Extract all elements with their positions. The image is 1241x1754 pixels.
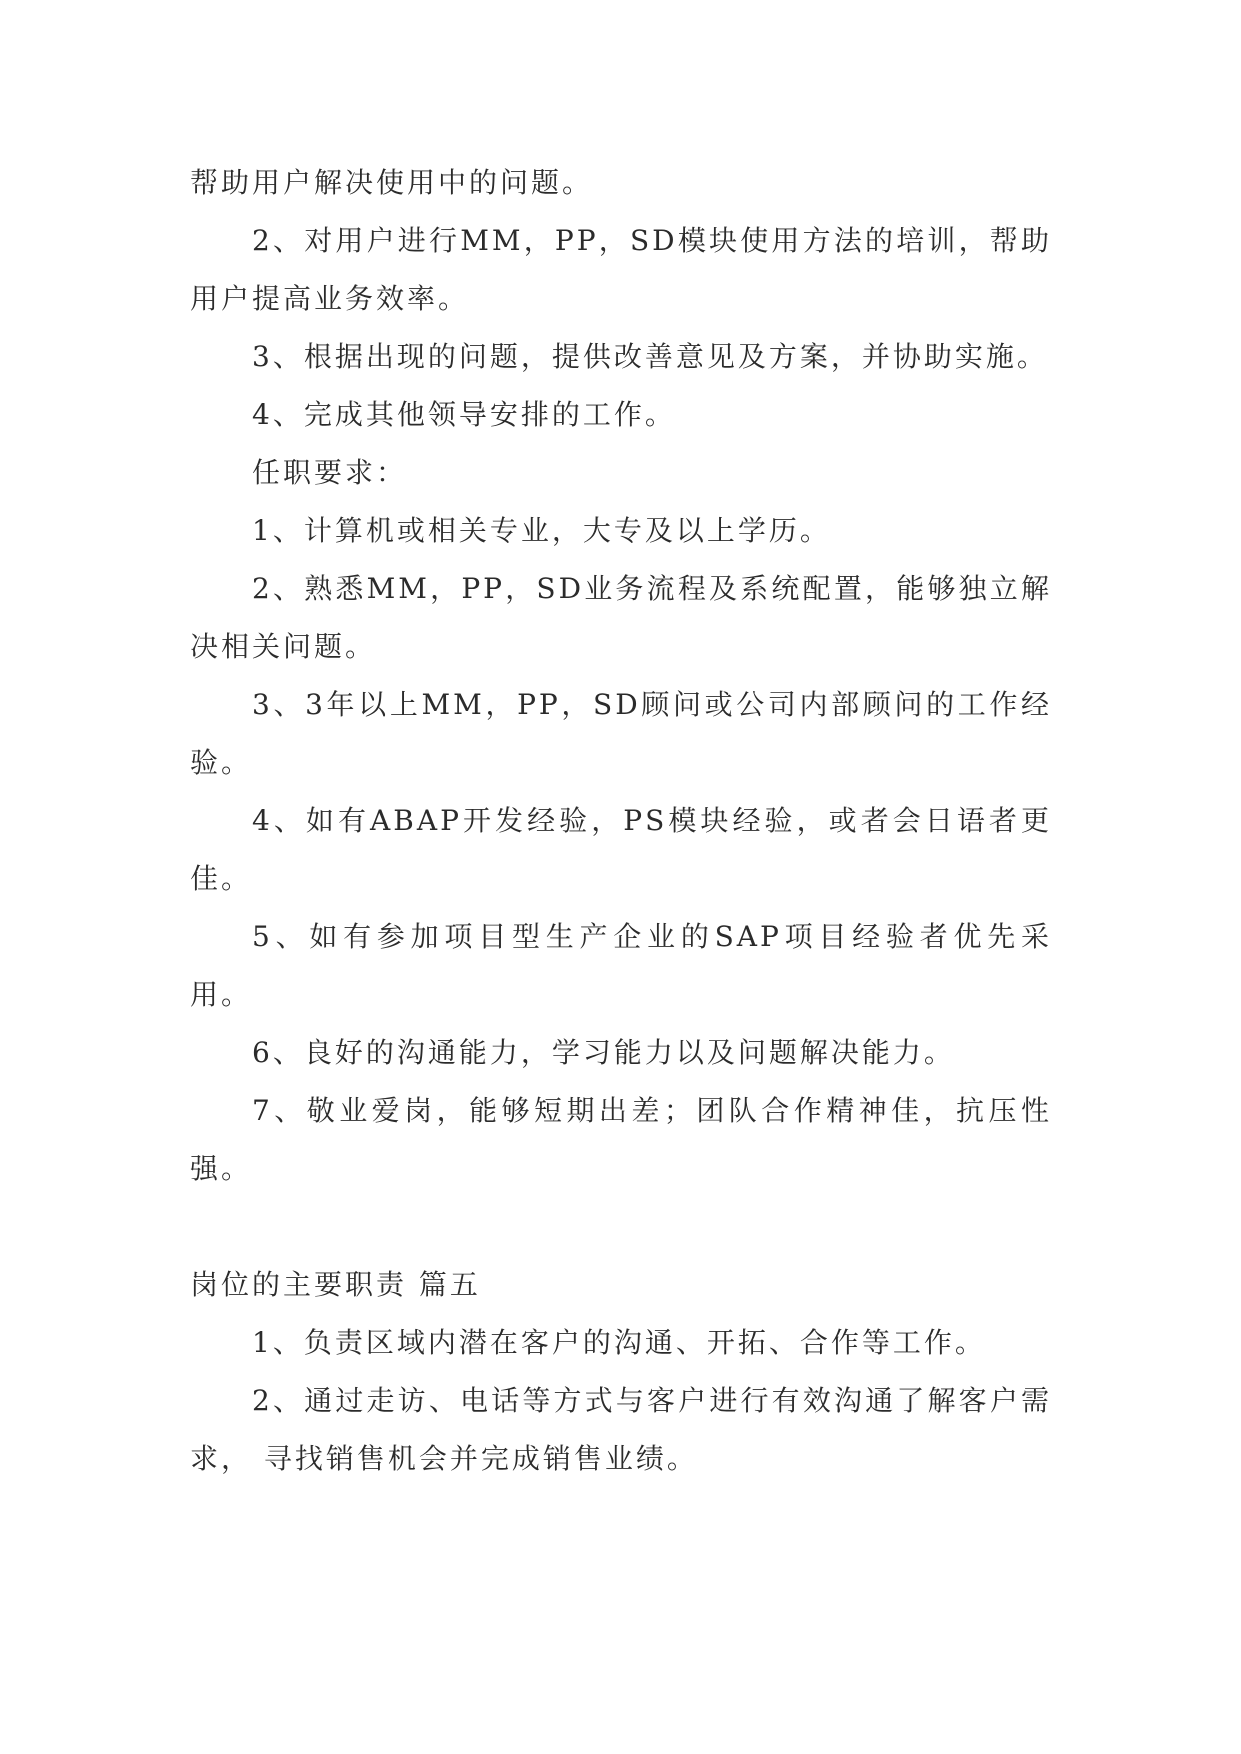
paragraph-section-2: 2、通过走访、电话等方式与客户进行有效沟通了解客户需求， 寻找销售机会并完成销售业绩。: [190, 1384, 1052, 1475]
paragraph-requirement-1: 1、计算机或相关专业，大专及以上学历。: [252, 514, 831, 547]
paragraph-requirement-6: 6、良好的沟通能力，学习能力以及问题解决能力。: [252, 1036, 955, 1069]
paragraph-requirement-2: 2、熟悉MM，PP，SD业务流程及系统配置，能够独立解决相关问题。: [190, 572, 1052, 663]
document-body: [190, 154, 1052, 1488]
paragraph-duty-3: 3、根据出现的问题，提供改善意见及方案，并协助实施。: [252, 340, 1048, 373]
paragraph-section-1: 1、负责区域内潜在客户的沟通、开拓、合作等工作。: [252, 1326, 986, 1359]
paragraph-duty-2: 2、对用户进行MM，PP，SD模块使用方法的培训，帮助用户提高业务效率。: [190, 224, 1052, 315]
paragraph-requirement-3: 3、3年以上MM，PP，SD顾问或公司内部顾问的工作经验。: [190, 688, 1052, 779]
paragraph-requirement-4: 4、如有ABAP开发经验，PS模块经验，或者会日语者更佳。: [190, 804, 1052, 895]
paragraph-continuation: 帮助用户解决使用中的问题。: [190, 166, 594, 199]
paragraph-duty-4: 4、完成其他领导安排的工作。: [252, 398, 676, 431]
paragraph-requirement-7: 7、敬业爱岗，能够短期出差；团队合作精神佳，抗压性强。: [190, 1094, 1052, 1185]
paragraph-requirement-5: 5、如有参加项目型生产企业的SAP项目经验者优先采用。: [190, 920, 1052, 1011]
requirements-heading: 任职要求：: [252, 456, 408, 489]
section-title: 岗位的主要职责 篇五: [190, 1268, 481, 1301]
